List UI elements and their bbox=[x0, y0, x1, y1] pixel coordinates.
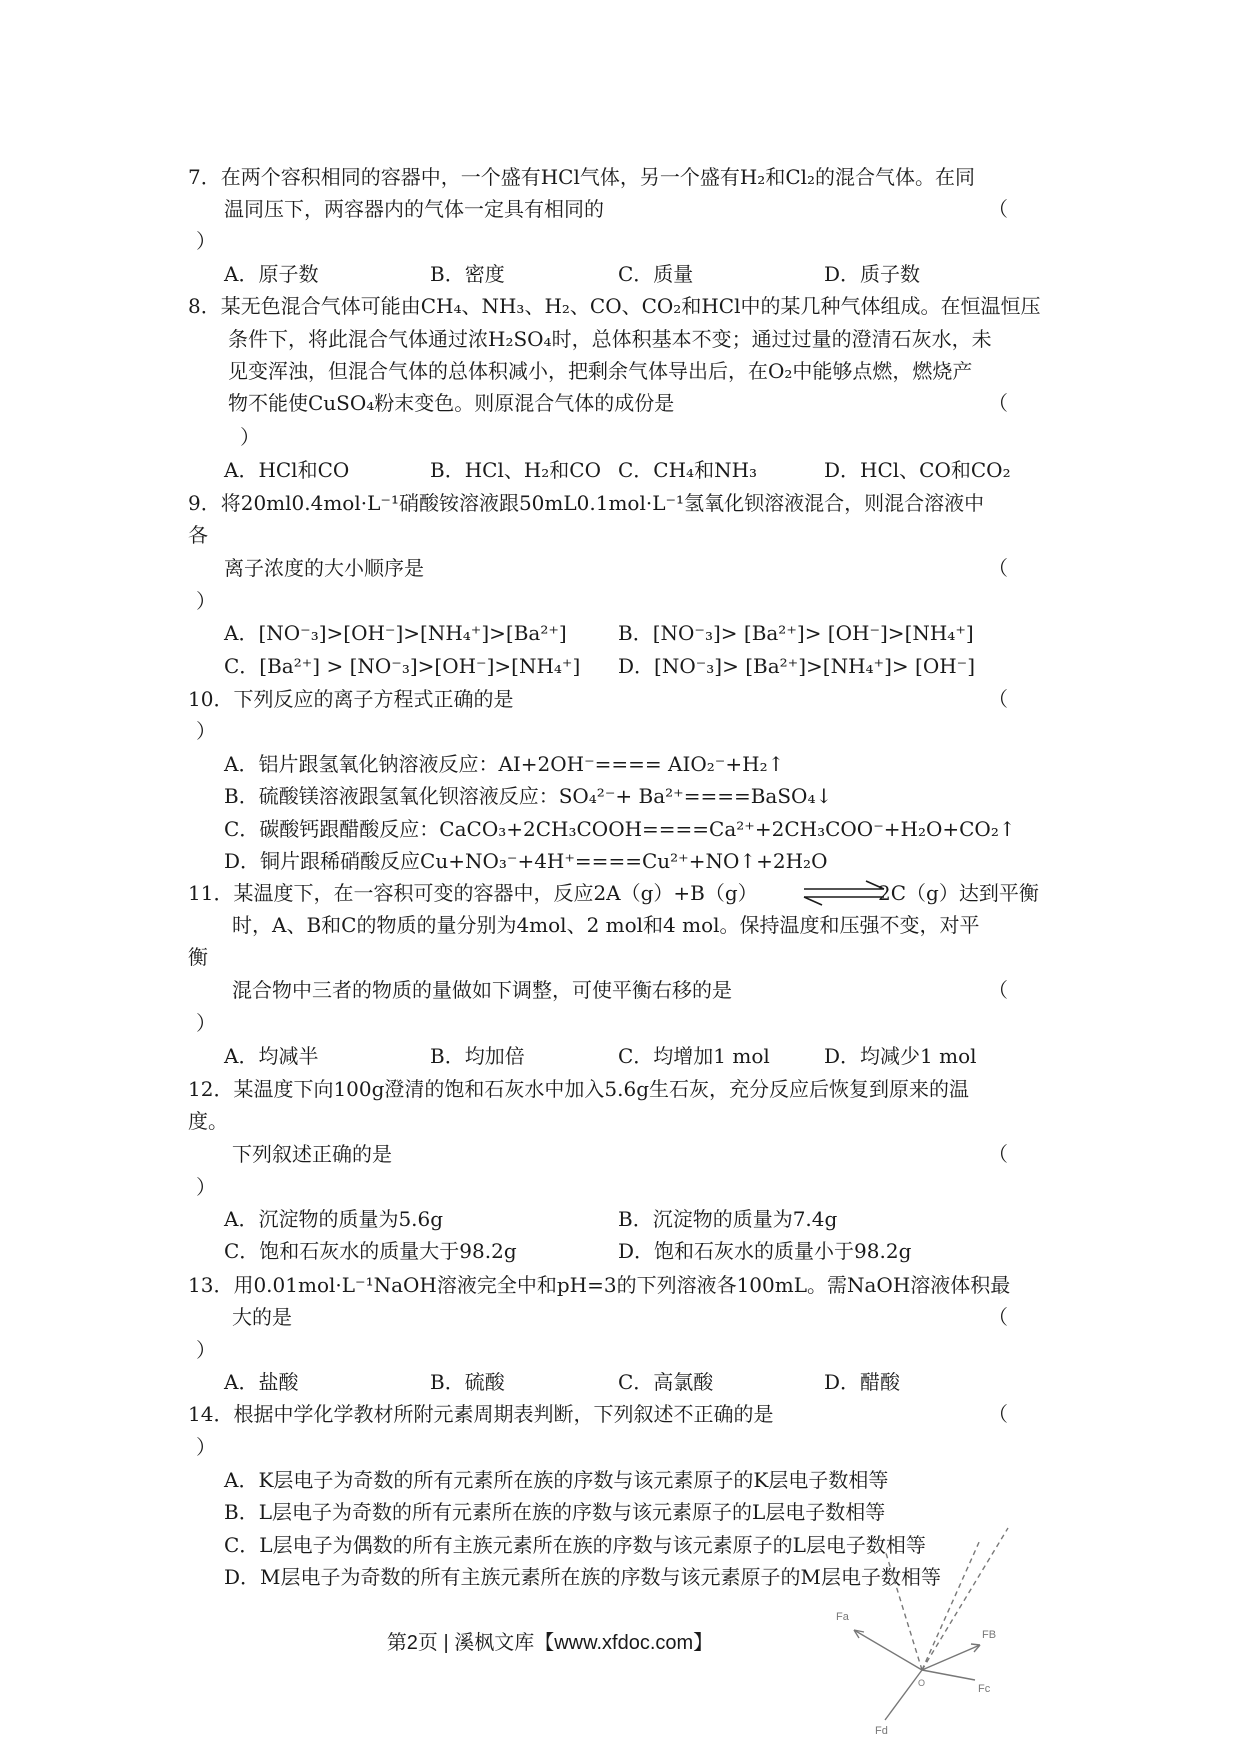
q8-paren-open: （ bbox=[988, 391, 1008, 415]
q11-stem-line3: 混合物中三者的物质的量做如下调整，可使平衡右移的是 bbox=[232, 978, 732, 1002]
q8-option-c: C．CH₄和NH₃ bbox=[618, 458, 758, 482]
force-label-a: Fa bbox=[836, 1611, 849, 1623]
q13-option-c: C．高氯酸 bbox=[618, 1370, 714, 1394]
q11-stem-line1a: 11．某温度下，在一容积可变的容器中，反应2A（g）+B（g） bbox=[188, 881, 758, 905]
q7-option-a: A．原子数 bbox=[224, 262, 319, 286]
q7-option-b: B．密度 bbox=[430, 262, 505, 286]
q11-option-d: D．均减少1 mol bbox=[824, 1044, 977, 1068]
q7-stem-line1: 7．在两个容积相同的容器中，一个盛有HCl气体，另一个盛有H₂和Cl₂的混合气体。在同 bbox=[188, 165, 976, 189]
q10-option-b: B．硫酸镁溶液跟氢氧化钡溶液反应：SO₄²⁻+ Ba²⁺====BaSO₄↓ bbox=[224, 784, 833, 808]
q14-paren-close: ） bbox=[196, 1435, 216, 1459]
force-diagram bbox=[830, 1520, 1020, 1740]
q8-stem-line3: 见变浑浊，但混合气体的总体积减小，把剩余气体导出后，在O₂中能够点燃，燃烧产 bbox=[228, 359, 973, 383]
q9-option-c: C．[Ba²⁺] > [NO⁻₃]>[OH⁻]>[NH₄⁺] bbox=[224, 654, 581, 678]
q9-stem-line2: 离子浓度的大小顺序是 bbox=[224, 556, 424, 580]
q7-option-d: D．质子数 bbox=[824, 262, 921, 286]
force-label-c: Fc bbox=[978, 1683, 991, 1695]
q8-stem-line2: 条件下，将此混合气体通过浓H₂SO₄时，总体积基本不变；通过过量的澄清石灰水，未 bbox=[228, 327, 992, 351]
q9-option-d: D．[NO⁻₃]> [Ba²⁺]>[NH₄⁺]> [OH⁻] bbox=[618, 654, 976, 678]
q12-option-b: B．沉淀物的质量为7.4g bbox=[618, 1207, 838, 1231]
q13-stem-line2: 大的是 bbox=[232, 1305, 292, 1329]
q12-stem-line2: 下列叙述正确的是 bbox=[232, 1142, 392, 1166]
q14-option-b: B．L层电子为奇数的所有元素所在族的序数与该元素原子的L层电子数相等 bbox=[224, 1500, 886, 1524]
q10-option-a: A．铝片跟氢氧化钠溶液反应：AI+2OH⁻==== AIO₂⁻+H₂↑ bbox=[224, 752, 785, 776]
q12-stem-line1-wrap: 度。 bbox=[188, 1109, 228, 1133]
equilibrium-arrow-icon bbox=[802, 878, 886, 908]
q11-stem-line1b: 2C（g）达到平衡 bbox=[878, 881, 1039, 905]
q14-paren-open: （ bbox=[988, 1402, 1008, 1426]
q10-option-c: C．碳酸钙跟醋酸反应：CaCO₃+2CH₃COOH====Ca²⁺+2CH₃COO⁻+H₂O+CO₂↑ bbox=[224, 817, 1016, 841]
q10-option-d: D．铜片跟稀硝酸反应Cu+NO₃⁻+4H⁺====Cu²⁺+NO↑+2H₂O bbox=[224, 849, 828, 873]
q7-paren-open: （ bbox=[988, 197, 1008, 221]
q11-option-b: B．均加倍 bbox=[430, 1044, 525, 1068]
page-footer: 第2页 | 溪枫文库【www.xfdoc.com】 bbox=[386, 1632, 714, 1654]
q8-stem-line4: 物不能使CuSO₄粉末变色。则原混合气体的成份是 bbox=[228, 391, 675, 415]
q13-paren-open: （ bbox=[988, 1305, 1008, 1329]
q13-option-a: A．盐酸 bbox=[224, 1370, 299, 1394]
q11-stem-line2-wrap: 衡 bbox=[188, 945, 208, 969]
q13-stem-line1: 13．用0.01mol·L⁻¹NaOH溶液完全中和pH=3的下列溶液各100mL。需NaOH溶液体积最 bbox=[188, 1273, 1011, 1297]
q11-stem-line2: 时，A、B和C的物质的量分别为4mol、2 mol和4 mol。保持温度和压强不变，对平 bbox=[232, 913, 980, 937]
q12-stem-line1: 12．某温度下向100g澄清的饱和石灰水中加入5.6g生石灰，充分反应后恢复到原来的温 bbox=[188, 1077, 970, 1101]
q13-option-d: D．醋酸 bbox=[824, 1370, 901, 1394]
q10-stem-line1: 10．下列反应的离子方程式正确的是 bbox=[188, 687, 514, 711]
q10-paren-close: ） bbox=[196, 719, 216, 743]
q9-option-b: B．[NO⁻₃]> [Ba²⁺]> [OH⁻]>[NH₄⁺] bbox=[618, 621, 974, 645]
q14-option-d: D．M层电子为奇数的所有主族元素所在族的序数与该元素原子的M层电子数相等 bbox=[224, 1565, 941, 1589]
q12-option-d: D．饱和石灰水的质量小于98.2g bbox=[618, 1239, 912, 1263]
q11-option-a: A．均减半 bbox=[224, 1044, 319, 1068]
q7-stem-line2: 温同压下，两容器内的气体一定具有相同的 bbox=[224, 197, 604, 221]
q12-option-a: A．沉淀物的质量为5.6g bbox=[224, 1207, 444, 1231]
q10-paren-open: （ bbox=[988, 687, 1008, 711]
q14-stem-line1: 14．根据中学化学教材所附元素周期表判断，下列叙述不正确的是 bbox=[188, 1402, 774, 1426]
q14-option-a: A．K层电子为奇数的所有元素所在族的序数与该元素原子的K层电子数相等 bbox=[224, 1468, 889, 1492]
q9-option-a: A．[NO⁻₃]>[OH⁻]>[NH₄⁺]>[Ba²⁺] bbox=[224, 621, 567, 645]
q9-stem-line1: 9．将20ml0.4mol·L⁻¹硝酸铵溶液跟50mL0.1mol·L⁻¹氢氧化钡溶液混合，则混合溶液中 bbox=[188, 491, 985, 515]
q9-stem-line1-wrap: 各 bbox=[188, 523, 208, 547]
force-label-d: Fd bbox=[875, 1725, 888, 1737]
q11-option-c: C．均增加1 mol bbox=[618, 1044, 770, 1068]
force-label-o: O bbox=[918, 1678, 926, 1688]
q11-paren-close: ） bbox=[196, 1011, 216, 1035]
q11-paren-open: （ bbox=[988, 978, 1008, 1002]
q9-paren-close: ） bbox=[196, 589, 216, 613]
q8-paren-close: ） bbox=[240, 425, 260, 449]
q13-option-b: B．硫酸 bbox=[430, 1370, 505, 1394]
q7-option-c: C．质量 bbox=[618, 262, 694, 286]
q12-paren-close: ） bbox=[196, 1175, 216, 1199]
q8-option-a: A．HCl和CO bbox=[224, 458, 350, 482]
q12-option-c: C．饱和石灰水的质量大于98.2g bbox=[224, 1239, 517, 1263]
q8-stem-line1: 8．某无色混合气体可能由CH₄、NH₃、H₂、CO、CO₂和HCl中的某几种气体组成。在恒温恒压 bbox=[188, 294, 1041, 318]
q8-option-b: B．HCl、H₂和CO bbox=[430, 458, 601, 482]
q8-option-d: D．HCl、CO和CO₂ bbox=[824, 458, 1011, 482]
q14-option-c: C．L层电子为偶数的所有主族元素所在族的序数与该元素原子的L层电子数相等 bbox=[224, 1533, 926, 1557]
q7-paren-close: ） bbox=[196, 229, 216, 253]
q12-paren-open: （ bbox=[988, 1142, 1008, 1166]
force-label-b: FB bbox=[982, 1629, 997, 1641]
q13-paren-close: ） bbox=[196, 1338, 216, 1362]
q9-paren-open: （ bbox=[988, 556, 1008, 580]
